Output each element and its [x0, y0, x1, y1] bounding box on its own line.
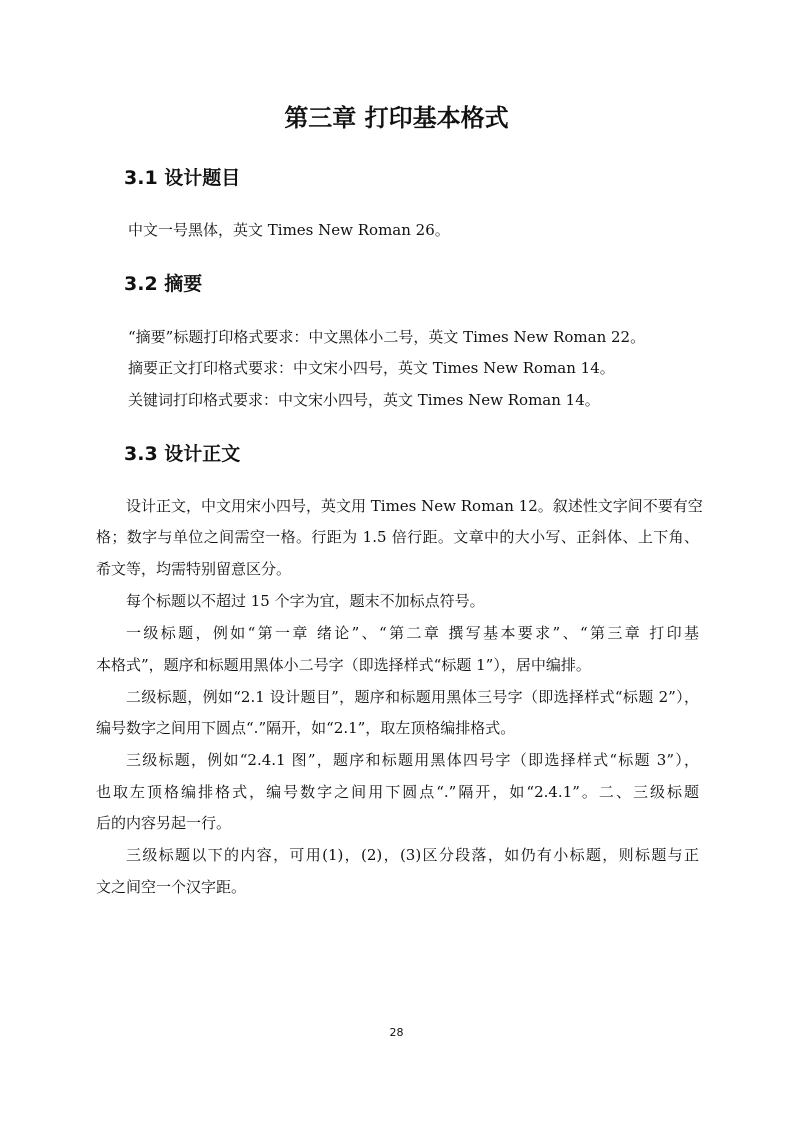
paragraph-line: 编号数字之间用下圆点“.”隔开，如“2.1”，取左顶格编排格式。: [96, 719, 516, 737]
section-heading-3-1: 3.1 设计题目: [124, 167, 241, 189]
paragraph-line: 设计正文，中文用宋小四号，英文用 Times New Roman 12。叙述性文字间不要有空: [126, 497, 703, 515]
paragraph-line: 格；数字与单位之间需空一格。行距为 1.5 倍行距。文章中的大小写、正斜体、上下角、: [96, 528, 699, 546]
paragraph-line: 一级标题，例如“第一章 绪论”、“第二章 撰写基本要求”、“第三章 打印基: [126, 624, 699, 642]
paragraph-line: 也取左顶格编排格式，编号数字之间用下圆点“.”隔开，如“2.4.1”。二、三级标题: [96, 783, 699, 801]
paragraph-line: 每个标题以不超过 15 个字为宜，题末不加标点符号。: [126, 592, 485, 610]
section-heading-3-2: 3.2 摘要: [124, 273, 203, 295]
paragraph-line: 文之间空一个汉字距。: [96, 878, 247, 896]
paragraph-line: 关键词打印格式要求：中文宋小四号，英文 Times New Roman 14。: [128, 391, 600, 409]
paragraph-line: 中文一号黑体，英文 Times New Roman 26。: [128, 221, 450, 239]
paragraph-line: 希文等，均需特别留意区分。: [96, 560, 292, 578]
paragraph-line: 三级标题，例如“2.4.1 图”，题序和标题用黑体四号字（即选择样式“标题 3”），: [126, 751, 699, 769]
chapter-title: 第三章 打印基本格式: [284, 104, 509, 132]
paragraph-line: 本格式”，题序和标题用黑体小二号字（即选择样式“标题 1”），居中编排。: [96, 656, 591, 674]
page-number: 28: [389, 1026, 404, 1039]
paragraph-line: 摘要正文打印格式要求：中文宋小四号，英文 Times New Roman 14。: [128, 359, 615, 377]
paragraph-line: 二级标题，例如“2.1 设计题目”，题序和标题用黑体三号字（即选择样式“标题 2”），: [126, 688, 699, 706]
paragraph-line: 后的内容另起一行。: [96, 814, 232, 832]
paragraph-line: “摘要”标题打印格式要求：中文黑体小二号，英文 Times New Roman 22。: [128, 328, 646, 346]
section-heading-3-3: 3.3 设计正文: [124, 443, 241, 465]
paragraph-line: 三级标题以下的内容，可用(1)，(2)，(3)区分段落，如仍有小标题，则标题与正: [126, 846, 699, 864]
